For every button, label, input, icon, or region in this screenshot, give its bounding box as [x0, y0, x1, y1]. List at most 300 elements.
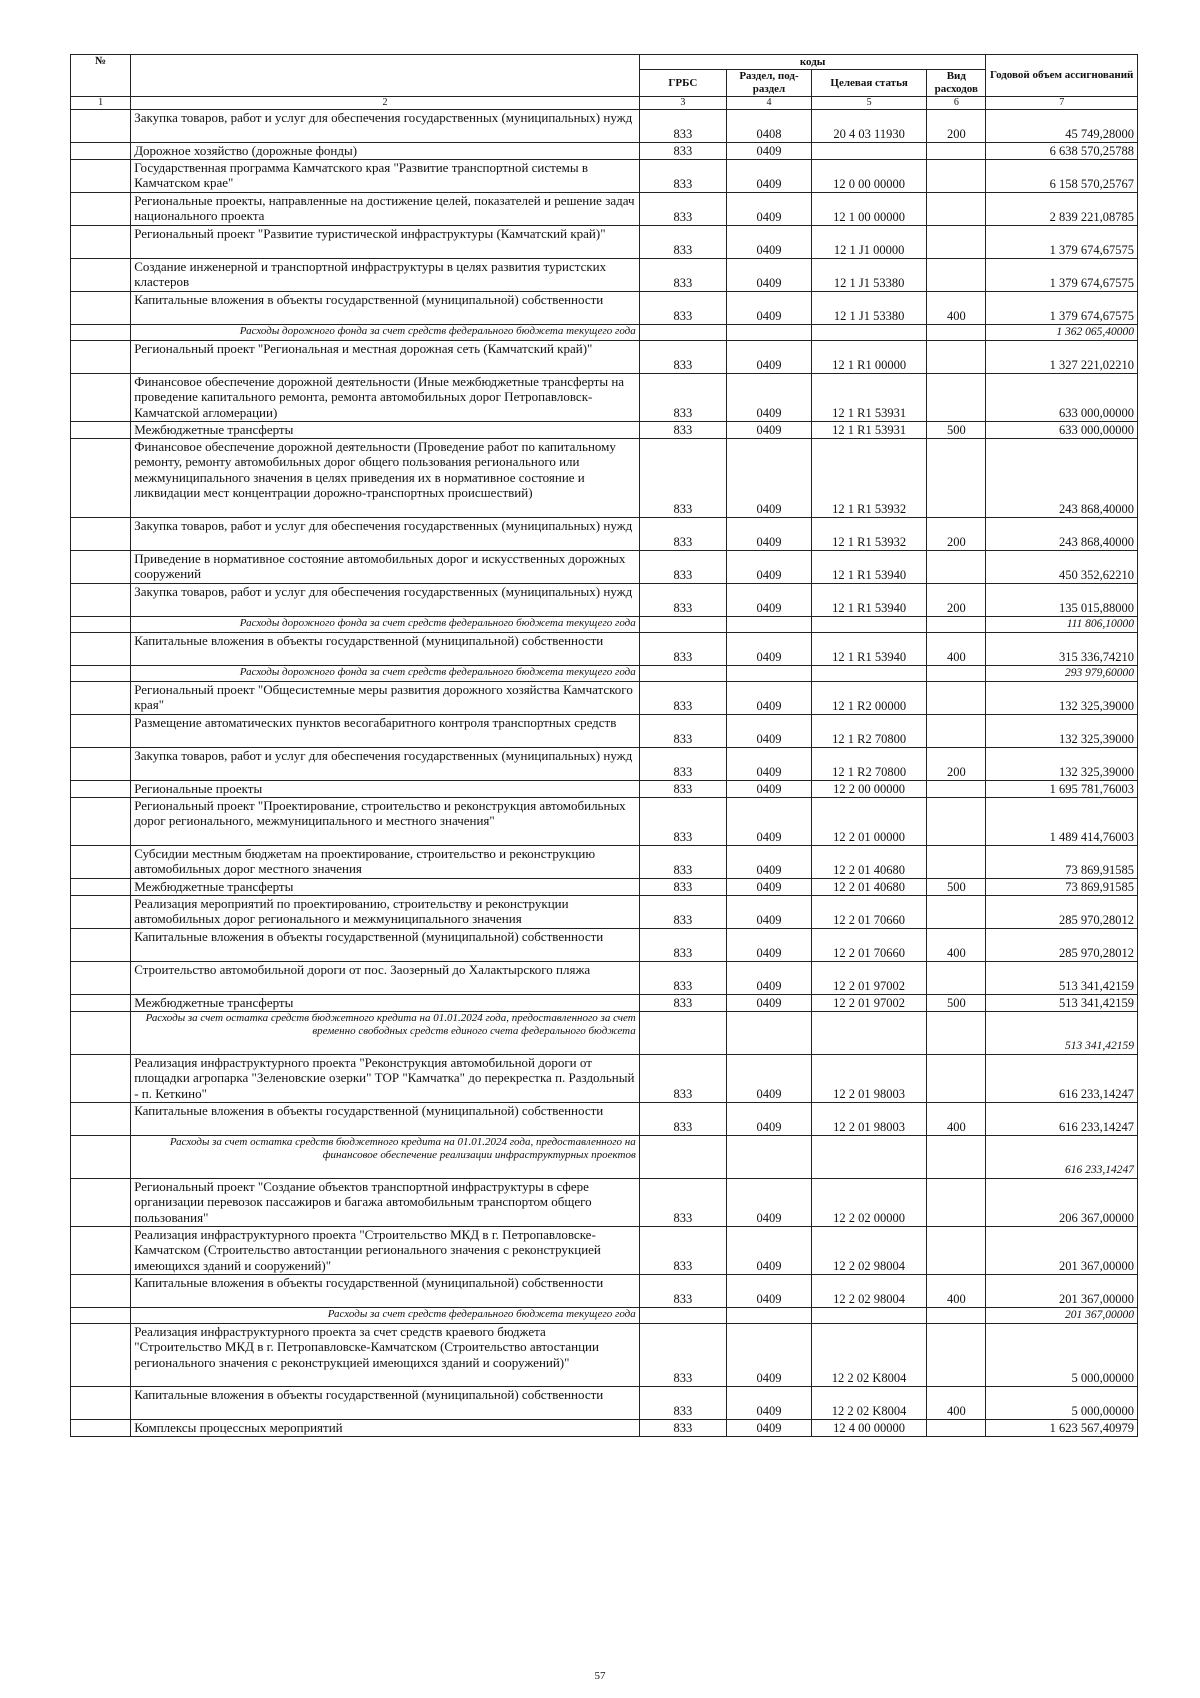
row-target-article-cell: 12 1 J1 00000 [812, 226, 927, 259]
row-grbs-cell: 833 [639, 160, 726, 193]
row-name-cell: Реализация мероприятий по проектированию, строительству и реконструкции автомобильных дорог регионального и межмуниципального значения [131, 896, 640, 929]
table-row [71, 439, 1138, 518]
row-expense-type-cell: 400 [927, 1103, 986, 1136]
row-expense-type-cell: 200 [927, 748, 986, 781]
row-name-cell: Финансовое обеспечение дорожной деятельности (Проведение работ по капитальному ремонту, ремонту автомобильных дорог общего пользования регионального или межмуниципального значения в целях приведения их в нормативное состояние и ликвидации мест концентрации дорожно-транспортных происшествий) [131, 439, 640, 518]
row-name-cell: Финансовое обеспечение дорожной деятельности (Иные межбюджетные трансферты на проведение капитального ремонта, ремонта автомобильных дорог Петропавловск-Камчатской агломерации) [131, 374, 640, 422]
row-amount-cell: 5 000,00000 [986, 1324, 1138, 1387]
row-grbs-cell: 833 [639, 1420, 726, 1437]
row-razdel-cell [726, 1012, 811, 1055]
row-grbs-cell: 833 [639, 1055, 726, 1103]
row-number-cell [71, 666, 131, 682]
row-target-article-cell: 20 4 03 11930 [812, 110, 927, 143]
table-row [71, 292, 1138, 325]
row-grbs-cell [639, 325, 726, 341]
row-name-cell: Закупка товаров, работ и услуг для обеспечения государственных (муниципальных) нужд [131, 584, 640, 617]
row-name-cell: Региональный проект "Развитие туристической инфраструктуры (Камчатский край)" [131, 226, 640, 259]
row-number-cell [71, 292, 131, 325]
header-expense-type: Вид расходов [927, 70, 986, 97]
row-name-cell: Закупка товаров, работ и услуг для обеспечения государственных (муниципальных) нужд [131, 110, 640, 143]
row-razdel-cell [726, 617, 811, 633]
row-expense-type-cell [927, 1420, 986, 1437]
row-number-cell [71, 715, 131, 748]
table-row [71, 551, 1138, 584]
row-number-cell [71, 1227, 131, 1275]
row-expense-type-cell [927, 259, 986, 292]
row-grbs-cell [639, 1012, 726, 1055]
row-expense-type-cell [927, 374, 986, 422]
row-grbs-cell: 833 [639, 682, 726, 715]
row-name-cell: Расходы за счет средств федерального бюджета текущего года [131, 1308, 640, 1324]
row-number-cell [71, 226, 131, 259]
row-amount-cell: 1 327 221,02210 [986, 341, 1138, 374]
row-name-cell: Региональный проект "Общесистемные меры развития дорожного хозяйства Камчатского края" [131, 682, 640, 715]
row-expense-type-cell [927, 781, 986, 798]
row-number-cell [71, 551, 131, 584]
row-amount-cell: 6 638 570,25788 [986, 143, 1138, 160]
row-amount-cell: 111 806,10000 [986, 617, 1138, 633]
row-expense-type-cell: 200 [927, 110, 986, 143]
row-grbs-cell [639, 666, 726, 682]
row-expense-type-cell [927, 682, 986, 715]
table-row [71, 1387, 1138, 1420]
row-number-cell [71, 995, 131, 1012]
row-target-article-cell [812, 617, 927, 633]
row-number-cell [71, 617, 131, 633]
row-amount-cell: 1 489 414,76003 [986, 798, 1138, 846]
table-row [71, 1055, 1138, 1103]
row-razdel-cell: 0409 [726, 341, 811, 374]
row-grbs-cell: 833 [639, 341, 726, 374]
row-expense-type-cell [927, 798, 986, 846]
row-amount-cell: 633 000,00000 [986, 422, 1138, 439]
row-name-cell: Закупка товаров, работ и услуг для обеспечения государственных (муниципальных) нужд [131, 748, 640, 781]
table-row [71, 1179, 1138, 1227]
row-target-article-cell: 12 1 R1 53932 [812, 439, 927, 518]
row-expense-type-cell [927, 896, 986, 929]
row-name-cell: Государственная программа Камчатского края "Развитие транспортной системы в Камчатском крае" [131, 160, 640, 193]
row-number-cell [71, 325, 131, 341]
row-grbs-cell: 833 [639, 259, 726, 292]
row-name-cell: Капитальные вложения в объекты государственной (муниципальной) собственности [131, 929, 640, 962]
row-grbs-cell: 833 [639, 374, 726, 422]
row-target-article-cell: 12 1 R1 53940 [812, 584, 927, 617]
row-number-cell [71, 584, 131, 617]
colnum-1: 1 [71, 97, 131, 110]
colnum-7: 7 [986, 97, 1138, 110]
row-grbs-cell: 833 [639, 1387, 726, 1420]
row-target-article-cell: 12 1 R1 53931 [812, 374, 927, 422]
row-amount-cell: 135 015,88000 [986, 584, 1138, 617]
row-name-cell: Региональные проекты [131, 781, 640, 798]
row-name-cell: Реализация инфраструктурного проекта "Строительство МКД в г. Петропавловске-Камчатском (Строительство автостанции регионального значения с реконструкцией имеющихся зданий и сооружений)" [131, 1227, 640, 1275]
row-amount-cell: 1 623 567,40979 [986, 1420, 1138, 1437]
row-grbs-cell: 833 [639, 995, 726, 1012]
row-grbs-cell: 833 [639, 422, 726, 439]
row-razdel-cell: 0409 [726, 259, 811, 292]
row-razdel-cell: 0409 [726, 929, 811, 962]
row-amount-cell: 5 000,00000 [986, 1387, 1138, 1420]
row-expense-type-cell [927, 846, 986, 879]
table-row [71, 633, 1138, 666]
row-razdel-cell: 0409 [726, 439, 811, 518]
row-razdel-cell [726, 1308, 811, 1324]
row-razdel-cell: 0409 [726, 879, 811, 896]
table-row [71, 160, 1138, 193]
row-target-article-cell: 12 2 02 98004 [812, 1227, 927, 1275]
row-razdel-cell: 0409 [726, 1387, 811, 1420]
row-name-cell: Реализация инфраструктурного проекта "Реконструкция автомобильной дороги от площадки агропарка "Зеленовские озерки" ТОР "Камчатка" до перекрестка п. Раздольный - п. Кеткино" [131, 1055, 640, 1103]
row-grbs-cell: 833 [639, 1275, 726, 1308]
row-number-cell [71, 374, 131, 422]
row-name-cell: Создание инженерной и транспортной инфраструктуры в целях развития туристских кластеров [131, 259, 640, 292]
table-row [71, 929, 1138, 962]
row-razdel-cell: 0409 [726, 715, 811, 748]
row-razdel-cell: 0409 [726, 1275, 811, 1308]
header-target-article: Целевая статья [812, 70, 927, 97]
row-name-cell: Расходы дорожного фонда за счет средств федерального бюджета текущего года [131, 617, 640, 633]
table-row [71, 1275, 1138, 1308]
row-number-cell [71, 1308, 131, 1324]
row-target-article-cell: 12 2 01 00000 [812, 798, 927, 846]
table-row [71, 374, 1138, 422]
row-razdel-cell: 0409 [726, 633, 811, 666]
row-expense-type-cell [927, 193, 986, 226]
row-target-article-cell: 12 2 01 70660 [812, 896, 927, 929]
row-expense-type-cell [927, 1179, 986, 1227]
row-grbs-cell: 833 [639, 896, 726, 929]
row-grbs-cell: 833 [639, 193, 726, 226]
row-target-article-cell: 12 1 R1 53931 [812, 422, 927, 439]
table-row [71, 1420, 1138, 1437]
row-expense-type-cell: 400 [927, 633, 986, 666]
row-razdel-cell: 0409 [726, 143, 811, 160]
row-name-cell: Региональный проект "Создание объектов транспортной инфраструктуры в сфере организации перевозок пассажиров и багажа автомобильным транспортом общего пользования" [131, 1179, 640, 1227]
row-amount-cell: 513 341,42159 [986, 962, 1138, 995]
row-amount-cell: 616 233,14247 [986, 1103, 1138, 1136]
row-grbs-cell [639, 617, 726, 633]
row-number-cell [71, 1179, 131, 1227]
row-grbs-cell [639, 1308, 726, 1324]
row-amount-cell: 243 868,40000 [986, 518, 1138, 551]
table-row [71, 193, 1138, 226]
row-number-cell [71, 439, 131, 518]
row-grbs-cell: 833 [639, 518, 726, 551]
table-row [71, 143, 1138, 160]
row-expense-type-cell: 500 [927, 995, 986, 1012]
row-amount-cell: 315 336,74210 [986, 633, 1138, 666]
row-amount-cell: 201 367,00000 [986, 1275, 1138, 1308]
row-expense-type-cell: 400 [927, 1387, 986, 1420]
row-razdel-cell: 0409 [726, 1179, 811, 1227]
row-grbs-cell: 833 [639, 1324, 726, 1387]
row-grbs-cell: 833 [639, 143, 726, 160]
row-razdel-cell: 0409 [726, 584, 811, 617]
row-number-cell [71, 879, 131, 896]
note-row [71, 617, 1138, 633]
budget-table [70, 54, 1138, 1437]
row-target-article-cell: 12 1 R1 53940 [812, 551, 927, 584]
row-target-article-cell: 12 2 00 00000 [812, 781, 927, 798]
row-target-article-cell [812, 666, 927, 682]
row-amount-cell: 2 839 221,08785 [986, 193, 1138, 226]
row-target-article-cell: 12 1 R1 53932 [812, 518, 927, 551]
row-number-cell [71, 962, 131, 995]
row-expense-type-cell: 400 [927, 1275, 986, 1308]
row-razdel-cell: 0409 [726, 896, 811, 929]
row-number-cell [71, 929, 131, 962]
row-razdel-cell: 0409 [726, 422, 811, 439]
row-amount-cell: 1 362 065,40000 [986, 325, 1138, 341]
header-codes: коды [639, 55, 986, 70]
row-amount-cell: 132 325,39000 [986, 682, 1138, 715]
row-expense-type-cell [927, 341, 986, 374]
row-expense-type-cell [927, 715, 986, 748]
row-target-article-cell: 12 2 02 00000 [812, 1179, 927, 1227]
row-grbs-cell: 833 [639, 292, 726, 325]
colnum-5: 5 [812, 97, 927, 110]
table-row [71, 226, 1138, 259]
note-row [71, 1012, 1138, 1055]
row-name-cell: Региональный проект "Региональная и местная дорожная сеть (Камчатский край)" [131, 341, 640, 374]
row-expense-type-cell: 200 [927, 584, 986, 617]
row-expense-type-cell [927, 143, 986, 160]
row-expense-type-cell [927, 439, 986, 518]
row-razdel-cell: 0409 [726, 781, 811, 798]
row-target-article-cell: 12 1 00 00000 [812, 193, 927, 226]
table-row [71, 1227, 1138, 1275]
table-row [71, 341, 1138, 374]
row-grbs-cell: 833 [639, 748, 726, 781]
row-target-article-cell: 12 1 R2 70800 [812, 748, 927, 781]
row-target-article-cell: 12 1 R2 70800 [812, 715, 927, 748]
header-num: № [71, 55, 131, 97]
table-row [71, 995, 1138, 1012]
colnum-3: 3 [639, 97, 726, 110]
row-target-article-cell [812, 143, 927, 160]
row-amount-cell: 513 341,42159 [986, 995, 1138, 1012]
row-name-cell: Межбюджетные трансферты [131, 879, 640, 896]
row-name-cell: Закупка товаров, работ и услуг для обеспечения государственных (муниципальных) нужд [131, 518, 640, 551]
row-amount-cell: 201 367,00000 [986, 1308, 1138, 1324]
row-expense-type-cell: 400 [927, 929, 986, 962]
row-grbs-cell: 833 [639, 439, 726, 518]
row-name-cell: Расходы за счет остатка средств бюджетного кредита на 01.01.2024 года, предоставленного за счет временно свободных средств единого счета федерального бюджета [131, 1012, 640, 1055]
row-target-article-cell: 12 2 01 97002 [812, 962, 927, 995]
table-row [71, 518, 1138, 551]
header-grbs: ГРБС [639, 70, 726, 97]
row-razdel-cell [726, 1136, 811, 1179]
row-razdel-cell: 0409 [726, 846, 811, 879]
row-grbs-cell: 833 [639, 846, 726, 879]
row-grbs-cell: 833 [639, 633, 726, 666]
row-expense-type-cell [927, 226, 986, 259]
row-target-article-cell: 12 2 02 K8004 [812, 1324, 927, 1387]
table-row [71, 1103, 1138, 1136]
row-number-cell [71, 1275, 131, 1308]
row-number-cell [71, 259, 131, 292]
row-number-cell [71, 748, 131, 781]
row-razdel-cell [726, 325, 811, 341]
table-row [71, 879, 1138, 896]
row-name-cell: Приведение в нормативное состояние автомобильных дорог и искусственных дорожных сооружений [131, 551, 640, 584]
row-amount-cell: 206 367,00000 [986, 1179, 1138, 1227]
row-number-cell [71, 1136, 131, 1179]
row-number-cell [71, 1324, 131, 1387]
row-target-article-cell [812, 1012, 927, 1055]
row-amount-cell: 1 379 674,67575 [986, 226, 1138, 259]
row-amount-cell: 633 000,00000 [986, 374, 1138, 422]
row-number-cell [71, 160, 131, 193]
row-name-cell: Комплексы процессных мероприятий [131, 1420, 640, 1437]
row-expense-type-cell [927, 325, 986, 341]
row-grbs-cell: 833 [639, 1179, 726, 1227]
row-expense-type-cell [927, 666, 986, 682]
row-amount-cell: 73 869,91585 [986, 846, 1138, 879]
table-row [71, 962, 1138, 995]
page-number: 57 [594, 1670, 606, 1682]
row-amount-cell: 616 233,14247 [986, 1055, 1138, 1103]
row-razdel-cell: 0409 [726, 1103, 811, 1136]
row-grbs-cell: 833 [639, 226, 726, 259]
row-grbs-cell: 833 [639, 1227, 726, 1275]
row-target-article-cell: 12 2 02 98004 [812, 1275, 927, 1308]
row-name-cell: Межбюджетные трансферты [131, 995, 640, 1012]
row-number-cell [71, 1055, 131, 1103]
row-number-cell [71, 798, 131, 846]
table-row [71, 896, 1138, 929]
row-expense-type-cell [927, 1136, 986, 1179]
row-name-cell: Региональные проекты, направленные на достижение целей, показателей и решение задач национального проекта [131, 193, 640, 226]
row-target-article-cell: 12 2 01 97002 [812, 995, 927, 1012]
table-row [71, 798, 1138, 846]
row-number-cell [71, 518, 131, 551]
row-number-cell [71, 341, 131, 374]
row-razdel-cell: 0409 [726, 292, 811, 325]
row-amount-cell: 132 325,39000 [986, 715, 1138, 748]
colnum-2: 2 [131, 97, 640, 110]
row-number-cell [71, 143, 131, 160]
row-grbs-cell: 833 [639, 929, 726, 962]
row-grbs-cell: 833 [639, 551, 726, 584]
row-target-article-cell: 12 2 01 70660 [812, 929, 927, 962]
note-row [71, 1308, 1138, 1324]
row-name-cell: Региональный проект "Проектирование, строительство и реконструкция автомобильных дорог регионального, межмуниципального и местного значения" [131, 798, 640, 846]
row-name-cell: Межбюджетные трансферты [131, 422, 640, 439]
table-body [71, 110, 1138, 1437]
row-name-cell: Капитальные вложения в объекты государственной (муниципальной) собственности [131, 633, 640, 666]
colnum-4: 4 [726, 97, 811, 110]
row-grbs-cell: 833 [639, 1103, 726, 1136]
row-name-cell: Дорожное хозяйство (дорожные фонды) [131, 143, 640, 160]
row-razdel-cell: 0409 [726, 1055, 811, 1103]
row-razdel-cell: 0409 [726, 798, 811, 846]
row-grbs-cell: 833 [639, 110, 726, 143]
row-target-article-cell [812, 325, 927, 341]
row-number-cell [71, 193, 131, 226]
row-number-cell [71, 422, 131, 439]
row-grbs-cell: 833 [639, 584, 726, 617]
row-target-article-cell: 12 2 01 98003 [812, 1055, 927, 1103]
row-amount-cell: 616 233,14247 [986, 1136, 1138, 1179]
row-target-article-cell: 12 1 J1 53380 [812, 292, 927, 325]
budget-page [70, 54, 1138, 1437]
row-razdel-cell: 0408 [726, 110, 811, 143]
table-row [71, 846, 1138, 879]
header-razdel: Раздел, под-раздел [726, 70, 811, 97]
row-name-cell: Расходы дорожного фонда за счет средств федерального бюджета текущего года [131, 325, 640, 341]
note-row [71, 1136, 1138, 1179]
row-expense-type-cell: 200 [927, 518, 986, 551]
row-amount-cell: 1 379 674,67575 [986, 292, 1138, 325]
row-number-cell [71, 896, 131, 929]
row-amount-cell: 285 970,28012 [986, 929, 1138, 962]
row-expense-type-cell [927, 617, 986, 633]
row-target-article-cell: 12 4 00 00000 [812, 1420, 927, 1437]
row-target-article-cell [812, 1136, 927, 1179]
row-target-article-cell: 12 2 01 40680 [812, 879, 927, 896]
row-target-article-cell [812, 1308, 927, 1324]
row-name-cell: Строительство автомобильной дороги от пос. Заозерный до Халактырского пляжа [131, 962, 640, 995]
row-grbs-cell: 833 [639, 781, 726, 798]
row-target-article-cell: 12 1 J1 53380 [812, 259, 927, 292]
table-row [71, 422, 1138, 439]
row-expense-type-cell [927, 1324, 986, 1387]
row-amount-cell: 132 325,39000 [986, 748, 1138, 781]
row-name-cell: Реализация инфраструктурного проекта за счет средств краевого бюджета "Строительство МКД в г. Петропавловске-Камчатском (Строительство автостанции регионального значения с реконструкцией имеющихся зданий и сооружений)" [131, 1324, 640, 1387]
row-expense-type-cell [927, 962, 986, 995]
row-razdel-cell: 0409 [726, 226, 811, 259]
row-razdel-cell: 0409 [726, 1324, 811, 1387]
row-expense-type-cell: 400 [927, 292, 986, 325]
row-name-cell: Капитальные вложения в объекты государственной (муниципальной) собственности [131, 1387, 640, 1420]
row-razdel-cell: 0409 [726, 551, 811, 584]
row-number-cell [71, 1387, 131, 1420]
note-row [71, 666, 1138, 682]
row-expense-type-cell [927, 1227, 986, 1275]
row-number-cell [71, 1103, 131, 1136]
table-row [71, 748, 1138, 781]
row-amount-cell: 293 979,60000 [986, 666, 1138, 682]
row-target-article-cell: 12 2 02 K8004 [812, 1387, 927, 1420]
row-name-cell: Капитальные вложения в объекты государственной (муниципальной) собственности [131, 1275, 640, 1308]
row-target-article-cell: 12 2 01 98003 [812, 1103, 927, 1136]
row-number-cell [71, 781, 131, 798]
row-expense-type-cell [927, 1055, 986, 1103]
header-name [131, 55, 640, 97]
row-razdel-cell: 0409 [726, 193, 811, 226]
row-target-article-cell: 12 0 00 00000 [812, 160, 927, 193]
row-name-cell: Субсидии местным бюджетам на проектирование, строительство и реконструкцию автомобильных дорог местного значения [131, 846, 640, 879]
row-expense-type-cell [927, 1308, 986, 1324]
row-target-article-cell: 12 1 R1 00000 [812, 341, 927, 374]
row-expense-type-cell: 500 [927, 879, 986, 896]
row-target-article-cell: 12 1 R1 53940 [812, 633, 927, 666]
row-expense-type-cell: 500 [927, 422, 986, 439]
header-sum: Годовой объем ассигнований [986, 55, 1138, 97]
row-amount-cell: 45 749,28000 [986, 110, 1138, 143]
row-razdel-cell: 0409 [726, 962, 811, 995]
row-razdel-cell: 0409 [726, 1227, 811, 1275]
row-amount-cell: 201 367,00000 [986, 1227, 1138, 1275]
table-row [71, 715, 1138, 748]
row-number-cell [71, 1420, 131, 1437]
row-grbs-cell: 833 [639, 798, 726, 846]
row-grbs-cell: 833 [639, 962, 726, 995]
row-razdel-cell: 0409 [726, 748, 811, 781]
note-row [71, 325, 1138, 341]
row-amount-cell: 73 869,91585 [986, 879, 1138, 896]
